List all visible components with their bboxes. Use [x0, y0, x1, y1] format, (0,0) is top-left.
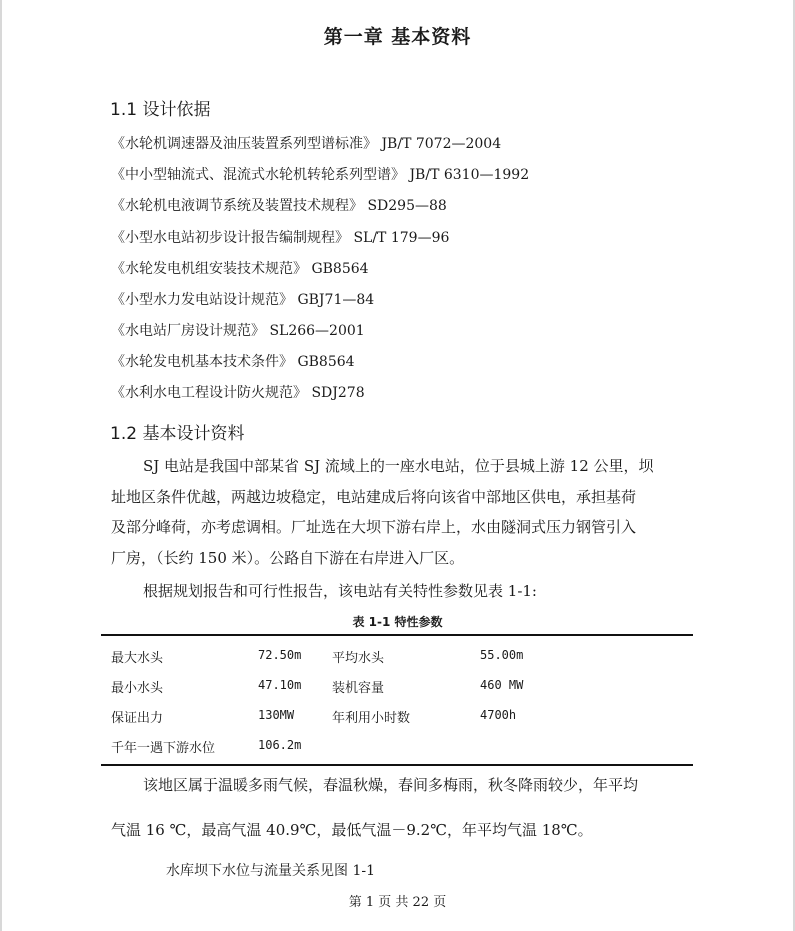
reference-item: 《水轮发电机组安装技术规范》 GB8564 [111, 261, 369, 277]
reference-item: 《中小型轴流式、混流式水轮机转轮系列型谱》 JB/T 6310—1992 [111, 167, 530, 183]
table-top-rule [101, 634, 693, 636]
paragraph-line: 气温 16 ℃，最高气温 40.9℃，最低气温－9.2℃，年平均气温 18℃。 [111, 821, 593, 839]
reference-item: 《小型水力发电站设计规范》 GBJ71—84 [111, 292, 375, 308]
table-cell: 平均水头 [332, 651, 385, 666]
table-cell: 保证出力 [111, 711, 164, 726]
paragraph-line: 及部分峰荷，亦考虑调相。厂址选在大坝下游右岸上，水由隧洞式压力钢管引入 [111, 518, 637, 536]
paragraph-line: SJ 电站是我国中部某省 SJ 流域上的一座水电站，位于县城上游 12 公里，坝 [143, 457, 654, 475]
table-cell: 55.00m [480, 648, 524, 662]
paragraph-line: 址地区条件优越，两越边坡稳定，电站建成后将向该省中部地区供电，承担基荷 [111, 488, 637, 506]
paragraph-line: 厂房，（长约 150 米）。公路自下游在右岸进入厂区。 [111, 549, 465, 567]
table-cell: 47.10m [258, 678, 302, 692]
table-cell: 130MW [258, 708, 295, 722]
reference-item: 《水轮机电液调节系统及装置技术规程》 SD295—88 [111, 198, 447, 214]
paragraph-line: 根据规划报告和可行性报告，该电站有关特性参数见表 1-1: [143, 582, 537, 600]
paragraph-line: 该地区属于温暖多雨气候，春温秋燥，春间多梅雨，秋冬降雨较少，年平均 [143, 776, 639, 794]
reference-item: 《水轮发电机基本技术条件》 GB8564 [111, 354, 355, 370]
table-cell: 106.2m [258, 738, 302, 752]
table-cell: 72.50m [258, 648, 302, 662]
reference-item: 《小型水电站初步设计报告编制规程》 SL/T 179—96 [111, 230, 450, 246]
table-cell: 装机容量 [332, 681, 385, 696]
page-edge-left [0, 0, 2, 931]
table-cell: 4700h [480, 708, 517, 722]
table-cell: 千年一遇下游水位 [111, 741, 216, 756]
table-cell: 最小水头 [111, 681, 164, 696]
table-cell: 460 MW [480, 678, 524, 692]
figure-reference-line: 水库坝下水位与流量关系见图 1-1 [166, 863, 375, 879]
table-cell: 年利用小时数 [332, 711, 411, 726]
reference-item: 《水利水电工程设计防火规范》 SDJ278 [111, 385, 365, 401]
table-caption: 表 1-1 特性参数 [352, 615, 443, 629]
table-cell: 最大水头 [111, 651, 164, 666]
section-heading-1-2: 1.2 基本设计资料 [110, 424, 245, 444]
reference-item: 《水轮机调速器及油压装置系列型谱标准》 JB/T 7072—2004 [111, 136, 502, 152]
table-bottom-rule [101, 764, 693, 766]
reference-item: 《水电站厂房设计规范》 SL266—2001 [111, 323, 365, 339]
section-heading-1-1: 1.1 设计依据 [110, 100, 211, 120]
page-footer: 第 1 页 共 22 页 [348, 895, 447, 910]
chapter-title: 第一章 基本资料 [323, 26, 472, 48]
